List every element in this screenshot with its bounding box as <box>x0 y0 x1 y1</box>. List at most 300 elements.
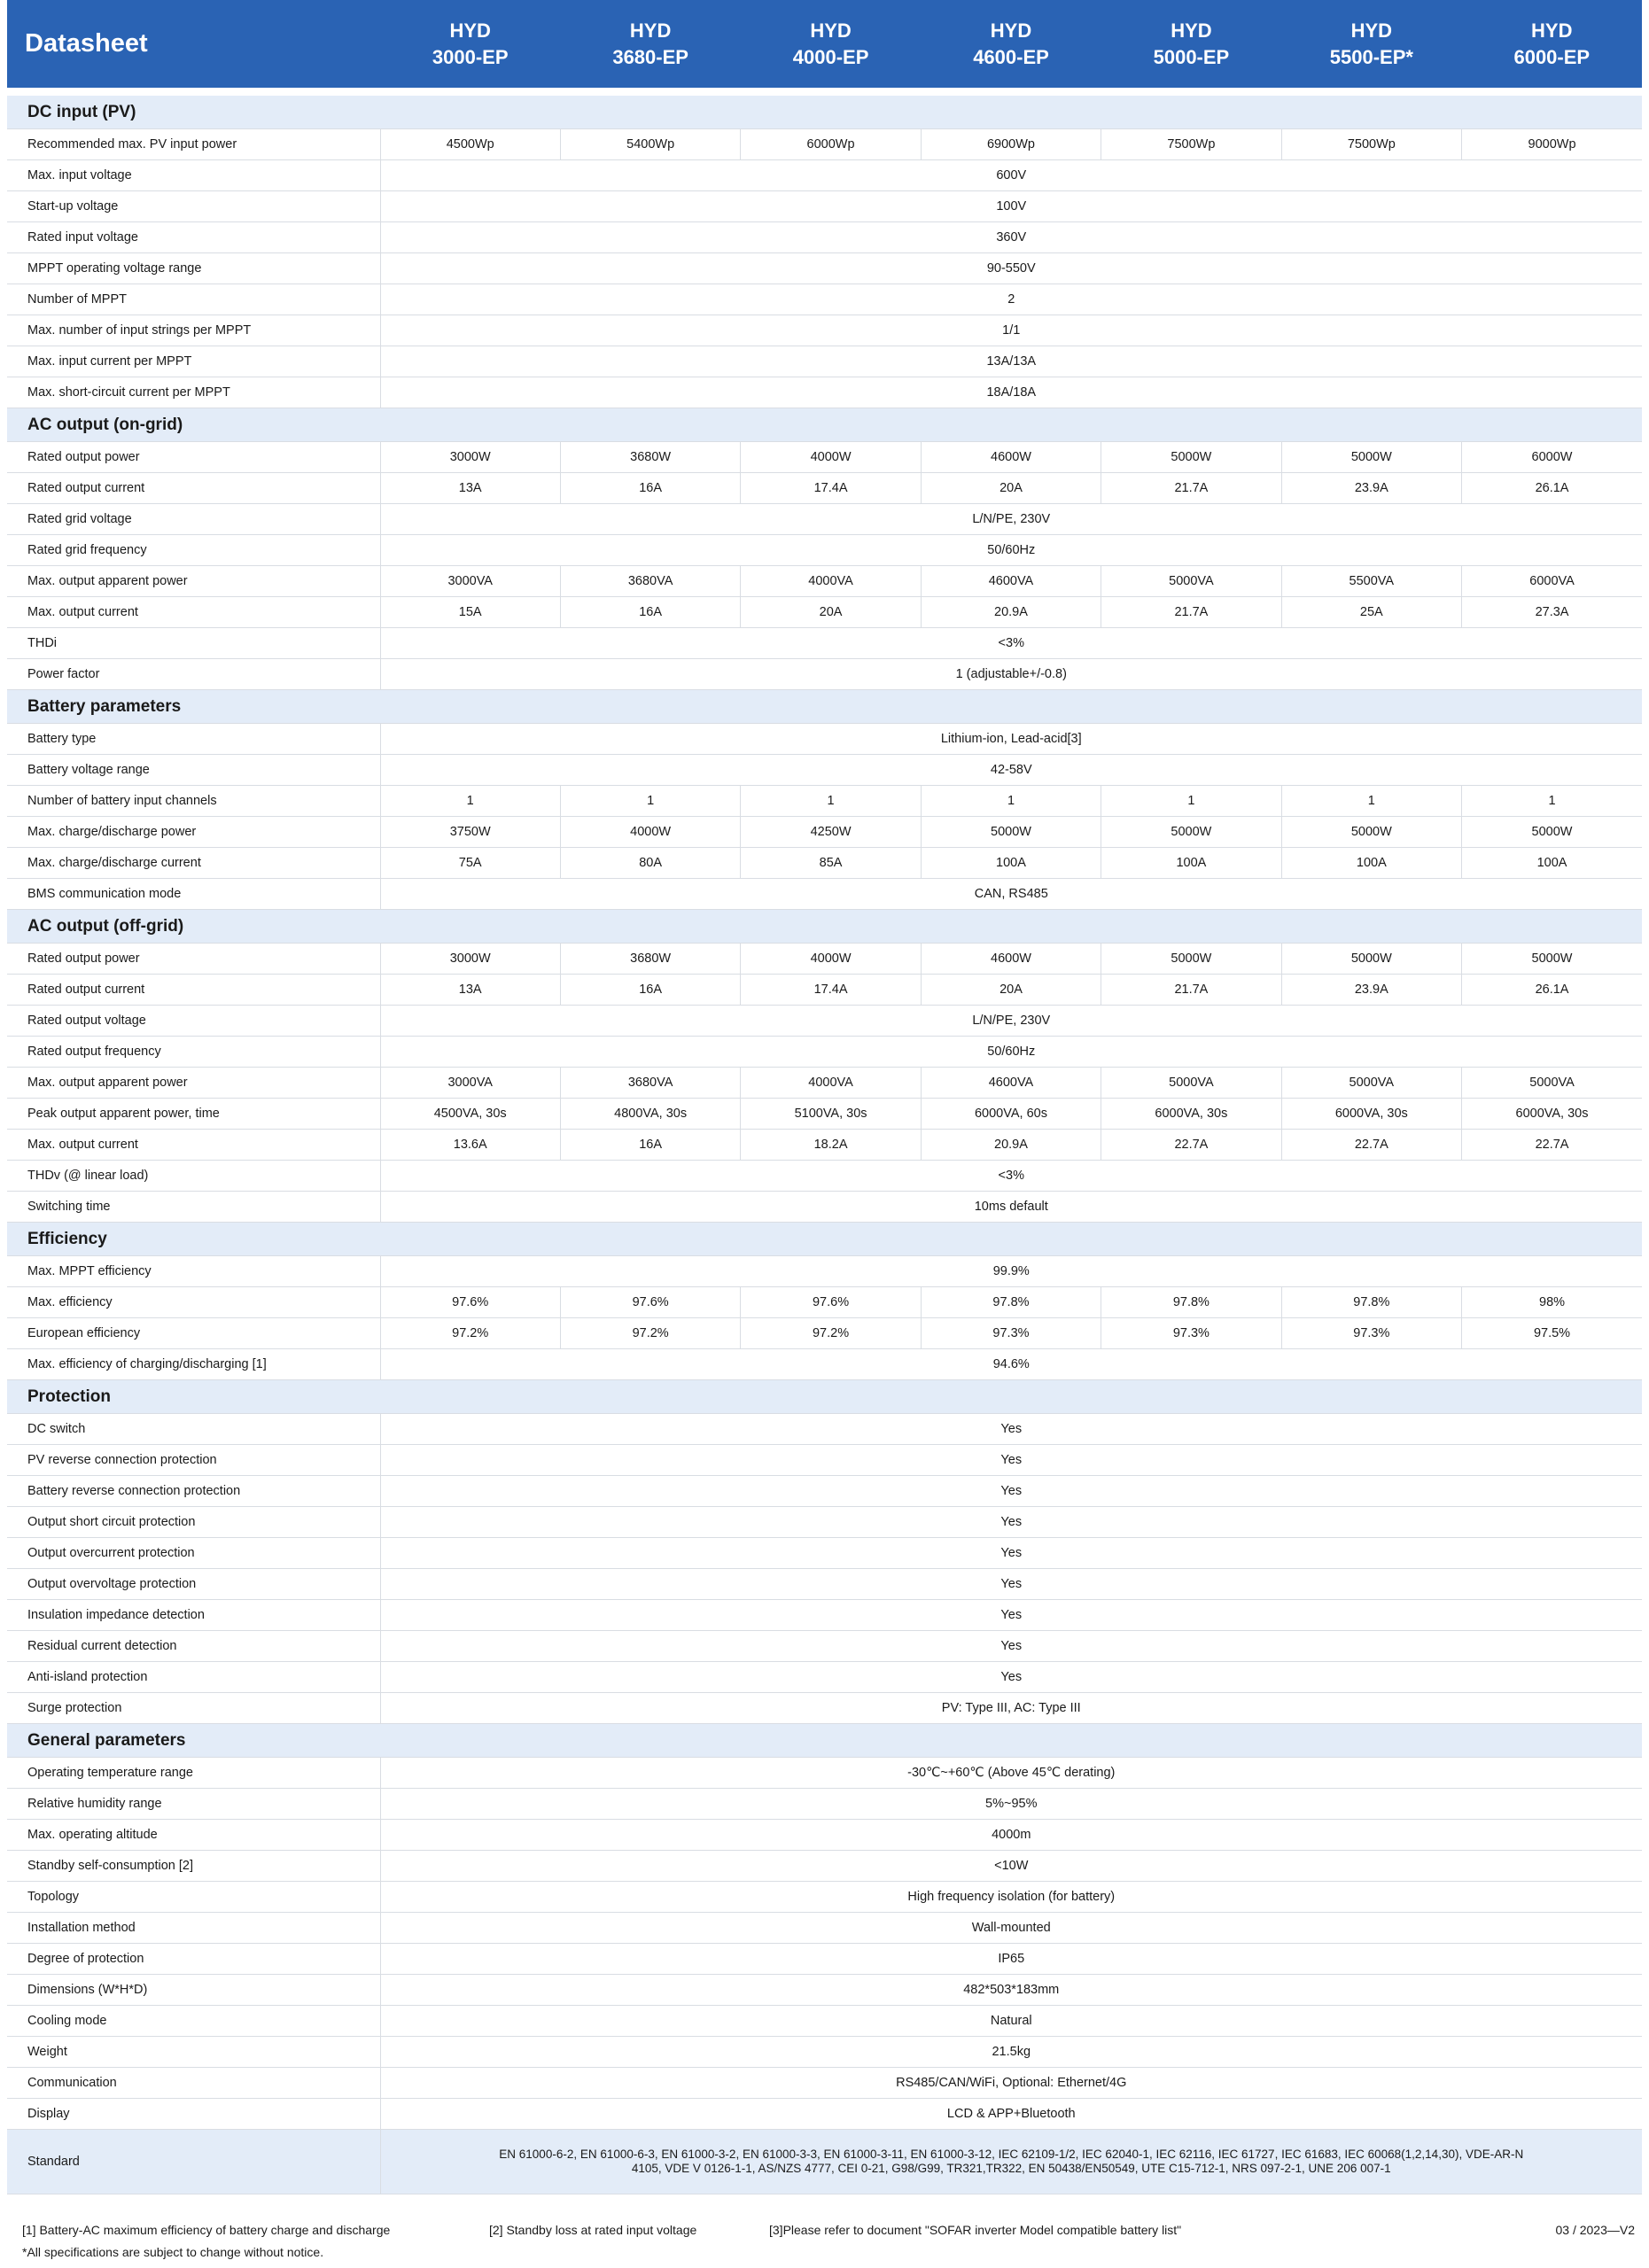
spec-row <box>7 1349 1642 1380</box>
spec-value: 4500VA, 30s <box>380 1099 560 1130</box>
spec-label: Display <box>7 2099 380 2130</box>
spec-value: 6000VA, 30s <box>1462 1099 1642 1130</box>
spec-label: Dimensions (W*H*D) <box>7 1975 380 2006</box>
spec-value: 20A <box>741 597 921 628</box>
spec-value: 9000Wp <box>1462 129 1642 160</box>
spec-value: 6000VA <box>1462 566 1642 597</box>
spec-value: 97.2% <box>380 1318 560 1349</box>
spec-value: 20A <box>921 473 1101 504</box>
spec-value: 3000VA <box>380 566 560 597</box>
spec-value: 3680W <box>560 442 740 473</box>
spec-row <box>7 1944 1642 1975</box>
spec-value: 13A <box>380 975 560 1006</box>
spec-value: 97.3% <box>1281 1318 1461 1349</box>
spec-value: 2 <box>380 284 1642 315</box>
spec-value: 6000W <box>1462 442 1642 473</box>
spec-value: 4000W <box>741 442 921 473</box>
spec-label: Number of battery input channels <box>7 786 380 817</box>
spec-label: Battery voltage range <box>7 755 380 786</box>
spec-value: 22.7A <box>1462 1130 1642 1161</box>
spec-label: Output short circuit protection <box>7 1507 380 1538</box>
spec-label: DC switch <box>7 1414 380 1445</box>
spec-label: Rated output current <box>7 975 380 1006</box>
model-header <box>386 18 555 71</box>
spec-value: 16A <box>560 473 740 504</box>
spec-value: <10W <box>380 1851 1642 1882</box>
spec-value: 5000W <box>921 817 1101 848</box>
spec-value: 1 <box>741 786 921 817</box>
spec-value: 97.5% <box>1462 1318 1642 1349</box>
spec-value: 4250W <box>741 817 921 848</box>
section-title: Efficiency <box>7 1223 1642 1256</box>
spec-value: 26.1A <box>1462 473 1642 504</box>
spec-value: 18A/18A <box>380 377 1642 408</box>
spec-label: Rated output power <box>7 944 380 975</box>
model-code: 5500-EP* <box>1329 46 1413 68</box>
spec-label: Power factor <box>7 659 380 690</box>
model-header <box>1287 18 1456 71</box>
spec-value: 20.9A <box>921 1130 1101 1161</box>
spec-value: <3% <box>380 1161 1642 1192</box>
spec-value: EN 61000-6-2, EN 61000-6-3, EN 61000-3-2, EN 61000-3-3, EN 61000-3-11, EN 61000-3-12, IEC 62109-1/2, IEC 62040-1, IEC 62116, IEC 61727, IEC 61683, IEC 60068(1,2,14,30), VDE-AR-N 4105, VDE V 0126-1-1, AS/NZS 4777, CEI 0-21, G98/G99, TR321,TR322, EN 50438/EN50549, UTE C15-712-1, NRS 097-2-1, UNE 206 007-1 <box>380 2130 1642 2194</box>
spec-value: 4800VA, 30s <box>560 1099 740 1130</box>
spec-row <box>7 442 1642 473</box>
spec-value: Natural <box>380 2006 1642 2037</box>
spec-value: 7500Wp <box>1281 129 1461 160</box>
spec-value: 22.7A <box>1281 1130 1461 1161</box>
spec-value: 600V <box>380 160 1642 191</box>
spec-value: 1 <box>1462 786 1642 817</box>
section-title: DC input (PV) <box>7 96 1642 129</box>
spec-value: <3% <box>380 628 1642 659</box>
spec-value: 21.5kg <box>380 2037 1642 2068</box>
spec-row <box>7 1006 1642 1037</box>
spec-value: 13A <box>380 473 560 504</box>
footnote-3: [3]Please refer to document "SOFAR inverter Model compatible battery list" <box>769 2223 1182 2237</box>
spec-value: 1 <box>1101 786 1281 817</box>
spec-value: LCD & APP+Bluetooth <box>380 2099 1642 2130</box>
model-header <box>1467 18 1636 71</box>
spec-value: 6000VA, 30s <box>1281 1099 1461 1130</box>
spec-value: Yes <box>380 1662 1642 1693</box>
spec-value: 4500Wp <box>380 129 560 160</box>
spec-label: Max. input current per MPPT <box>7 346 380 377</box>
spec-value: 1/1 <box>380 315 1642 346</box>
spec-label: Rated grid frequency <box>7 535 380 566</box>
section-title: AC output (on-grid) <box>7 408 1642 442</box>
spec-row <box>7 504 1642 535</box>
spec-row <box>7 346 1642 377</box>
spec-label: Rated output voltage <box>7 1006 380 1037</box>
spec-value: Yes <box>380 1445 1642 1476</box>
spec-row <box>7 628 1642 659</box>
spec-value: 18.2A <box>741 1130 921 1161</box>
spec-label: Max. number of input strings per MPPT <box>7 315 380 346</box>
section-header <box>7 910 1642 944</box>
spec-row <box>7 253 1642 284</box>
spec-row <box>7 1287 1642 1318</box>
spec-value: Yes <box>380 1476 1642 1507</box>
spec-value: 97.8% <box>1281 1287 1461 1318</box>
spec-value: 1 <box>921 786 1101 817</box>
spec-row <box>7 1318 1642 1349</box>
section-header <box>7 1724 1642 1758</box>
spec-label: Rated output power <box>7 442 380 473</box>
spec-row <box>7 2006 1642 2037</box>
spec-value: 26.1A <box>1462 975 1642 1006</box>
spec-label: Topology <box>7 1882 380 1913</box>
spec-row <box>7 315 1642 346</box>
spec-label: MPPT operating voltage range <box>7 253 380 284</box>
spec-label: Weight <box>7 2037 380 2068</box>
spec-value: 25A <box>1281 597 1461 628</box>
spec-row <box>7 2099 1642 2130</box>
section-title: AC output (off-grid) <box>7 910 1642 944</box>
spec-value: 5000W <box>1462 944 1642 975</box>
spec-value: 21.7A <box>1101 473 1281 504</box>
model-header <box>747 18 915 71</box>
spec-value: 5000VA <box>1101 1068 1281 1099</box>
spec-value: 5000W <box>1462 817 1642 848</box>
spec-value: Yes <box>380 1631 1642 1662</box>
spec-label: Max. operating altitude <box>7 1820 380 1851</box>
spec-row <box>7 1037 1642 1068</box>
section-header <box>7 408 1642 442</box>
spec-row <box>7 1662 1642 1693</box>
spec-value: 94.6% <box>380 1349 1642 1380</box>
spec-label: Surge protection <box>7 1693 380 1724</box>
spec-value: 4000m <box>380 1820 1642 1851</box>
spec-value: 4000W <box>741 944 921 975</box>
spec-value: 16A <box>560 1130 740 1161</box>
model-header <box>566 18 735 71</box>
spec-label: THDi <box>7 628 380 659</box>
spec-row <box>7 786 1642 817</box>
spec-label: Insulation impedance detection <box>7 1600 380 1631</box>
spec-row <box>7 535 1642 566</box>
spec-row <box>7 1445 1642 1476</box>
spec-value: 4000VA <box>741 1068 921 1099</box>
spec-row <box>7 1851 1642 1882</box>
model-code: 4000-EP <box>792 46 869 68</box>
spec-row <box>7 2037 1642 2068</box>
spec-value: 100A <box>1462 848 1642 879</box>
spec-label: Degree of protection <box>7 1944 380 1975</box>
spec-value: 4000W <box>560 817 740 848</box>
spec-value: Yes <box>380 1507 1642 1538</box>
spec-label: Max. output current <box>7 597 380 628</box>
spec-value: 4600W <box>921 442 1101 473</box>
spec-value: 5100VA, 30s <box>741 1099 921 1130</box>
spec-row <box>7 1414 1642 1445</box>
spec-row <box>7 1882 1642 1913</box>
spec-value: 17.4A <box>741 975 921 1006</box>
spec-value: Wall-mounted <box>380 1913 1642 1944</box>
spec-row <box>7 1975 1642 2006</box>
spec-value: 5000VA <box>1462 1068 1642 1099</box>
spec-value: 5000W <box>1101 944 1281 975</box>
spec-table <box>7 96 1642 2194</box>
spec-row <box>7 191 1642 222</box>
spec-row <box>7 129 1642 160</box>
spec-value: 97.8% <box>1101 1287 1281 1318</box>
spec-label: Max. output apparent power <box>7 566 380 597</box>
spec-value: 1 <box>1281 786 1461 817</box>
spec-row <box>7 879 1642 910</box>
spec-row <box>7 1758 1642 1789</box>
spec-label: Battery type <box>7 724 380 755</box>
spec-label: Anti-island protection <box>7 1662 380 1693</box>
spec-row <box>7 2068 1642 2099</box>
spec-value: High frequency isolation (for battery) <box>380 1882 1642 1913</box>
spec-value: 23.9A <box>1281 975 1461 1006</box>
spec-value: 100A <box>1281 848 1461 879</box>
spec-value: RS485/CAN/WiFi, Optional: Ethernet/4G <box>380 2068 1642 2099</box>
spec-label: Communication <box>7 2068 380 2099</box>
spec-label: Recommended max. PV input power <box>7 129 380 160</box>
spec-value: 3000W <box>380 442 560 473</box>
spec-value: 21.7A <box>1101 597 1281 628</box>
spec-row <box>7 1099 1642 1130</box>
spec-label: Output overcurrent protection <box>7 1538 380 1569</box>
spec-row <box>7 1693 1642 1724</box>
spec-label: Operating temperature range <box>7 1758 380 1789</box>
spec-value: 10ms default <box>380 1192 1642 1223</box>
model-series: HYD <box>1350 19 1393 42</box>
spec-label: Rated grid voltage <box>7 504 380 535</box>
spec-value: 5500VA <box>1281 566 1461 597</box>
spec-value: 21.7A <box>1101 975 1281 1006</box>
spec-value: 50/60Hz <box>380 1037 1642 1068</box>
spec-label: Output overvoltage protection <box>7 1569 380 1600</box>
footnote-1: [1] Battery-AC maximum efficiency of battery charge and discharge <box>22 2223 391 2237</box>
version-label: 03 / 2023—V2 <box>1555 2223 1635 2237</box>
spec-value: 5000VA <box>1281 1068 1461 1099</box>
spec-row <box>7 848 1642 879</box>
spec-row <box>7 1068 1642 1099</box>
spec-row <box>7 1913 1642 1944</box>
datasheet-header <box>7 0 1642 88</box>
spec-value: 97.3% <box>921 1318 1101 1349</box>
spec-value: L/N/PE, 230V <box>380 1006 1642 1037</box>
spec-value: 97.2% <box>560 1318 740 1349</box>
spec-value: 5000W <box>1281 817 1461 848</box>
spec-value: 1 <box>560 786 740 817</box>
spec-value: CAN, RS485 <box>380 879 1642 910</box>
spec-row <box>7 222 1642 253</box>
spec-value: Yes <box>380 1600 1642 1631</box>
section-title: Protection <box>7 1380 1642 1414</box>
model-header <box>1107 18 1275 71</box>
spec-value: 3680VA <box>560 1068 740 1099</box>
spec-value: 6900Wp <box>921 129 1101 160</box>
spec-value: 100A <box>921 848 1101 879</box>
spec-row <box>7 975 1642 1006</box>
spec-row <box>7 1820 1642 1851</box>
model-code: 3000-EP <box>432 46 509 68</box>
spec-label: Max. efficiency of charging/discharging [1] <box>7 1349 380 1380</box>
section-header <box>7 1380 1642 1414</box>
spec-label: European efficiency <box>7 1318 380 1349</box>
spec-value: 5000W <box>1281 944 1461 975</box>
spec-row <box>7 1600 1642 1631</box>
spec-label: Residual current detection <box>7 1631 380 1662</box>
spec-value: Yes <box>380 1569 1642 1600</box>
spec-value: 90-550V <box>380 253 1642 284</box>
spec-value: 6000Wp <box>741 129 921 160</box>
spec-row <box>7 1538 1642 1569</box>
spec-row <box>7 2130 1642 2194</box>
section-header <box>7 690 1642 724</box>
spec-label: Peak output apparent power, time <box>7 1099 380 1130</box>
model-series: HYD <box>449 19 491 42</box>
spec-value: 5000W <box>1281 442 1461 473</box>
spec-value: 13A/13A <box>380 346 1642 377</box>
spec-value: 3750W <box>380 817 560 848</box>
spec-row <box>7 659 1642 690</box>
spec-row <box>7 944 1642 975</box>
spec-value: 16A <box>560 597 740 628</box>
spec-value: 50/60Hz <box>380 535 1642 566</box>
spec-value: 98% <box>1462 1287 1642 1318</box>
spec-label: Switching time <box>7 1192 380 1223</box>
spec-value: 27.3A <box>1462 597 1642 628</box>
spec-label: Max. input voltage <box>7 160 380 191</box>
spec-value: 99.9% <box>380 1256 1642 1287</box>
model-series: HYD <box>629 19 672 42</box>
model-code: 3680-EP <box>612 46 688 68</box>
model-series: HYD <box>810 19 852 42</box>
spec-value: Lithium-ion, Lead-acid[3] <box>380 724 1642 755</box>
model-code: 4600-EP <box>973 46 1049 68</box>
spec-label: Max. efficiency <box>7 1287 380 1318</box>
spec-value: 5000W <box>1101 442 1281 473</box>
spec-label: PV reverse connection protection <box>7 1445 380 1476</box>
spec-value: 80A <box>560 848 740 879</box>
spec-label: Number of MPPT <box>7 284 380 315</box>
spec-value: Yes <box>380 1538 1642 1569</box>
spec-value: -30℃~+60℃ (Above 45℃ derating) <box>380 1758 1642 1789</box>
footnote-2: [2] Standby loss at rated input voltage <box>489 2223 697 2237</box>
spec-label: Cooling mode <box>7 2006 380 2037</box>
spec-value: Yes <box>380 1414 1642 1445</box>
spec-value: 5%~95% <box>380 1789 1642 1820</box>
spec-value: 16A <box>560 975 740 1006</box>
spec-value: 482*503*183mm <box>380 1975 1642 2006</box>
spec-value: 17.4A <box>741 473 921 504</box>
spec-value: IP65 <box>380 1944 1642 1975</box>
spec-value: 4600VA <box>921 1068 1101 1099</box>
spec-value: 20.9A <box>921 597 1101 628</box>
spec-row <box>7 724 1642 755</box>
spec-row <box>7 1569 1642 1600</box>
spec-row <box>7 1256 1642 1287</box>
section-header <box>7 1223 1642 1256</box>
spec-value: 22.7A <box>1101 1130 1281 1161</box>
spec-label: Max. short-circuit current per MPPT <box>7 377 380 408</box>
spec-value: 1 (adjustable+/-0.8) <box>380 659 1642 690</box>
spec-value: 3000W <box>380 944 560 975</box>
spec-value: 6000VA, 60s <box>921 1099 1101 1130</box>
model-header <box>927 18 1095 71</box>
spec-label: Max. charge/discharge current <box>7 848 380 879</box>
spec-label: Battery reverse connection protection <box>7 1476 380 1507</box>
spec-value: 97.3% <box>1101 1318 1281 1349</box>
spec-value: 360V <box>380 222 1642 253</box>
spec-value: 4600W <box>921 944 1101 975</box>
spec-row <box>7 377 1642 408</box>
spec-label: Rated output frequency <box>7 1037 380 1068</box>
spec-value: 85A <box>741 848 921 879</box>
spec-row <box>7 1192 1642 1223</box>
spec-row <box>7 1507 1642 1538</box>
spec-row <box>7 284 1642 315</box>
spec-value: PV: Type III, AC: Type III <box>380 1693 1642 1724</box>
spec-value: 97.6% <box>741 1287 921 1318</box>
spec-row <box>7 566 1642 597</box>
spec-row <box>7 473 1642 504</box>
spec-row <box>7 597 1642 628</box>
spec-value: 13.6A <box>380 1130 560 1161</box>
spec-value: 97.8% <box>921 1287 1101 1318</box>
spec-label: Installation method <box>7 1913 380 1944</box>
spec-label: BMS communication mode <box>7 879 380 910</box>
spec-row <box>7 160 1642 191</box>
spec-value: 20A <box>921 975 1101 1006</box>
spec-value: 4000VA <box>741 566 921 597</box>
spec-label: Rated input voltage <box>7 222 380 253</box>
spec-value: 100A <box>1101 848 1281 879</box>
spec-value: 100V <box>380 191 1642 222</box>
model-code: 6000-EP <box>1513 46 1591 68</box>
spec-row <box>7 755 1642 786</box>
spec-label: Relative humidity range <box>7 1789 380 1820</box>
spec-row <box>7 1161 1642 1192</box>
section-title: Battery parameters <box>7 690 1642 724</box>
spec-label: Standard <box>7 2130 380 2194</box>
model-series: HYD <box>990 19 1032 42</box>
spec-label: Standby self-consumption [2] <box>7 1851 380 1882</box>
spec-label: Rated output current <box>7 473 380 504</box>
spec-value: 97.2% <box>741 1318 921 1349</box>
spec-label: Max. charge/discharge power <box>7 817 380 848</box>
spec-value: 3000VA <box>380 1068 560 1099</box>
spec-row <box>7 1130 1642 1161</box>
model-code: 5000-EP <box>1153 46 1230 68</box>
model-series: HYD <box>1171 19 1212 42</box>
spec-value: 1 <box>380 786 560 817</box>
spec-value: 15A <box>380 597 560 628</box>
spec-value: 23.9A <box>1281 473 1461 504</box>
spec-label: Start-up voltage <box>7 191 380 222</box>
spec-value: 3680VA <box>560 566 740 597</box>
spec-value: 42-58V <box>380 755 1642 786</box>
spec-value: 5000VA <box>1101 566 1281 597</box>
section-header <box>7 96 1642 129</box>
spec-value: 4600VA <box>921 566 1101 597</box>
datasheet-title: Datasheet <box>25 29 148 58</box>
spec-value: 97.6% <box>380 1287 560 1318</box>
spec-label: Max. output current <box>7 1130 380 1161</box>
spec-row <box>7 1476 1642 1507</box>
model-series: HYD <box>1531 19 1573 42</box>
spec-label: Max. MPPT efficiency <box>7 1256 380 1287</box>
spec-value: 3680W <box>560 944 740 975</box>
section-title: General parameters <box>7 1724 1642 1758</box>
spec-row <box>7 1631 1642 1662</box>
spec-label: THDv (@ linear load) <box>7 1161 380 1192</box>
spec-value: 7500Wp <box>1101 129 1281 160</box>
